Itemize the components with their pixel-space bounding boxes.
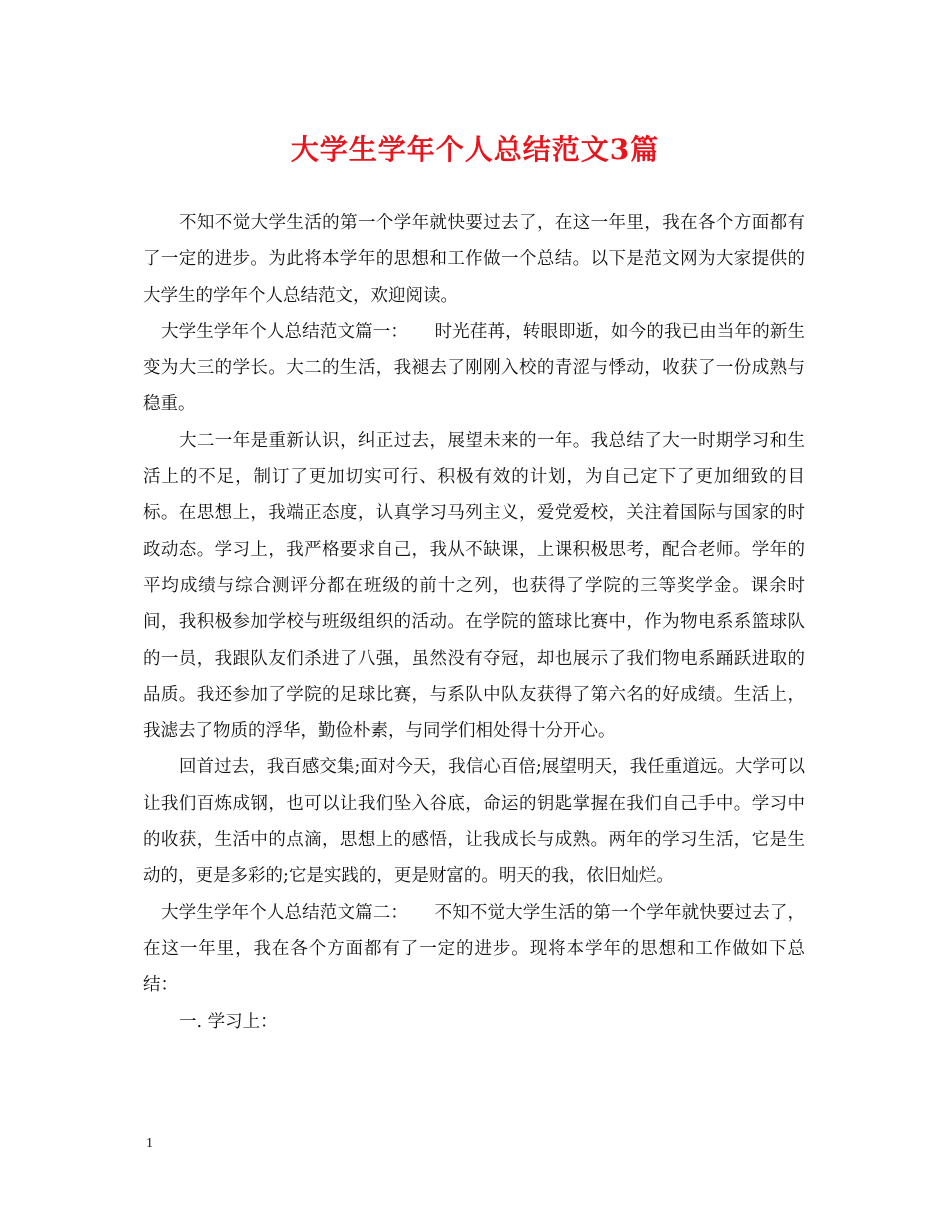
section-two-paragraph: 大学生学年个人总结范文篇二： 不知不觉大学生活的第一个学年就快要过去了，在这一年里，我在各个方面都有了一定的进步。现将本学年的思想和工作做如下总结： [143, 902, 805, 996]
document-title: 大学生学年个人总结范文3篇 [290, 133, 660, 166]
intro-paragraph: 不知不觉大学生活的第一个学年就快要过去了，在这一年里，我在各个方面都有了一定的进步。为此将本学年的思想和工作做一个总结。以下是范文网为大家提供的大学生的学年个人总结范文，欢迎阅读。 [143, 213, 805, 306]
sophomore-year-paragraph: 大二一年是重新认识，纠正过去，展望未来的一年。我总结了大一时期学习和生活上的不足，制订了更加切实可行、积极有效的计划，为自己定下了更加细致的目标。在思想上，我端正态度，认真学习马列主义，爱党爱校，关注着国际与国家的时政动态。学习上，我严格要求自己，我从不缺课，上课积极思考，配合老师。学年的平均成绩与综合测评分都在班级的前十之列，也获得了学院的三等奖学金。课余时间，我积极参加学校与班级组织的活动。在学院的篮球比赛中，作为物电系系篮球队的一员，我跟队友们杀进了八强，虽然没有夺冠，却也展示了我们物电系踊跃进取的品质。我还参加了学院的足球比赛，与系队中队友获得了第六名的好成绩。生活上，我滤去了物质的浮华，勤俭朴素，与同学们相处得十分开心。 [143, 430, 805, 742]
study-heading: 一. 学习上： [179, 1011, 278, 1032]
document-body [143, 205, 805, 1040]
reflection-paragraph: 回首过去，我百感交集;面对今天，我信心百倍;展望明天，我任重道远。大学可以让我们百炼成钢，也可以让我们坠入谷底，命运的钥匙掌握在我们自己手中。学习中的收获，生活中的点滴，思想上的感悟，让我成长与成熟。两年的学习生活，它是生动的，更是多彩的;它是实践的，更是财富的。明天的我，依旧灿烂。 [143, 757, 805, 887]
section-one-paragraph: 大学生学年个人总结范文篇一： 时光荏苒，转眼即逝，如今的我已由当年的新生变为大三的学长。大二的生活，我褪去了刚刚入校的青涩与悸动，收获了一份成熟与稳重。 [143, 321, 805, 415]
page-number: 1 [146, 1136, 153, 1151]
